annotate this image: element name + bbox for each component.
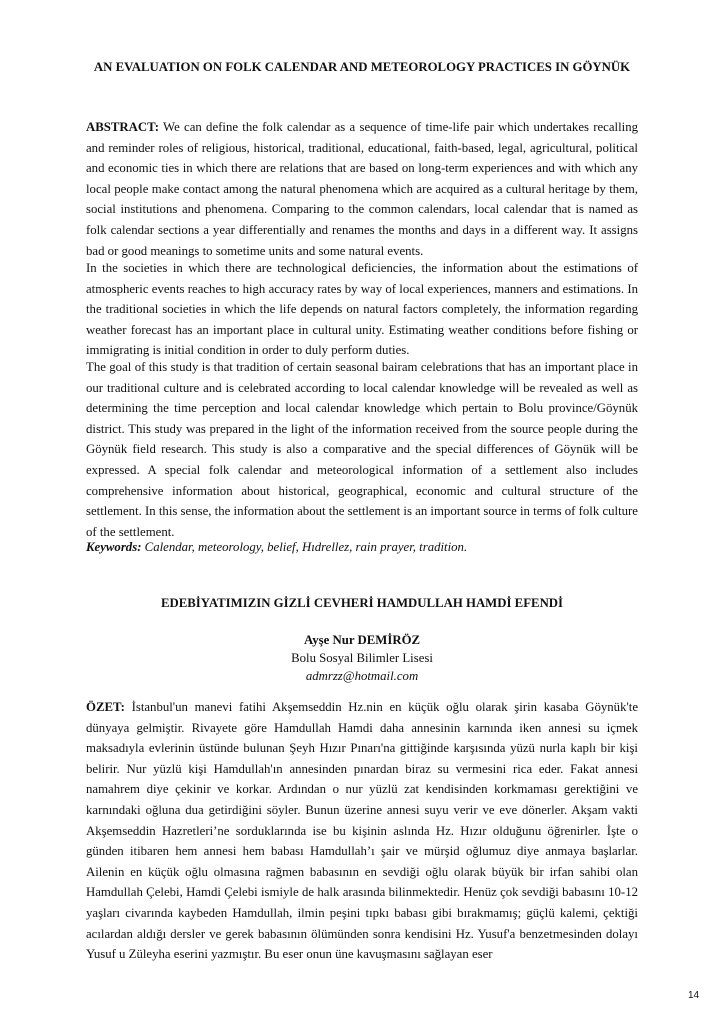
abstract-text-2: In the societies in which there are technological deficiencies, the information about the estimations of atmospheric events reaches to high accuracy rates by way of local experiences, manners and estimations. In the traditional societies in which the life depends on natural factors completely, the information regarding weather forecast has an important place in cultural unity. Estimating weather conditions before fishing or immigrating is initial condition in order to duly perform duties. (86, 261, 638, 358)
second-paper-title: EDEBİYATIMIZIN GİZLİ CEVHERİ HAMDULLAH HAMDİ EFENDİ (160, 596, 564, 610)
ozet-text: İstanbul'un manevi fatihi Akşemseddin Hz.nin en küçük oğlu olarak şirin kasaba Göynük'te dünyaya gelmiştir. Rivayete göre Hamdullah Hamdi daha annesinin karnında iken annesi su içmek maksadıyla evlerinin üstünde bulunan Şeyh Hızır Pınarı'na gittiğinde karşısında yüzü nurla kaplı bir kişi belirir. Nur yüzlü kişi Hamdullah'ın annesinden pınardan biraz su vermesini rica eder. Fakat annesi namahrem diye çekinir ve korkar. Ardından o nur yüzlü zat kendisinden korkmaması gerektiğini ve karnındaki oğluna dua getirdiğini söyler. Bunun üzerine annesi suyu verir ve eve dönerler. Akşam vakti Akşemseddin Hazretleri’ne sorduklarında ise bu kişinin aslında Hz. Hızır olduğunu öğrenirler. İşte o günden itibaren hem annesi hem babası Hamdullah’ı şair ve mürşid oğlumuz diye anmaya başlarlar. Ailenin en küçük oğlu olmasına rağmen babasının en sevdiği oğlu olarak büyük bir irfan sahibi olan Hamdullah Çelebi, Hamdi Çelebi ismiyle de halk arasında bilinmektedir. Henüz çok sevdiği babasını 10-12 yaşları civarında kaybeden Hamdullah, ilmin peşini tıpkı babası gibi bırakmamış; güçlü kalemi, çektiği acılardan aldığı dersler ve gerek babasının ölümünden sonra kendisini Hz. Yusuf'a benzetmesinden dolayı Yusuf u Züleyha eserini yazmıştır. Bu eser onun üne kavuşmasını sağlayan eser (86, 700, 639, 962)
author-email: admrzz@hotmail.com (305, 669, 419, 683)
keywords-label: Keywords: (86, 540, 142, 554)
ozet-label: ÖZET: (86, 700, 125, 714)
keywords-line (86, 537, 638, 557)
page-number: 14 (688, 990, 700, 1001)
paper-title: AN EVALUATION ON FOLK CALENDAR AND METEOROLOGY PRACTICES IN GÖYNÜK (93, 60, 631, 74)
abstract-text-1: We can define the folk calendar as a sequence of time-life pair which undertakes recalling and reminder roles of religious, historical, traditional, educational, faith-based, legal, agricultural, political and economic ties in which there are relations that are based on long-term experiences and with which any local people make contact among the natural phenomena which are acquired as a cultural heritage by them, social institutions and phenomena. Comparing to the common calendars, local calendar that is named as folk calendar sections a year differentially and renames the months and days in a different way. It assigns bad or good meanings to sometime units and some natural events. (86, 120, 638, 258)
author-name: Ayşe Nur DEMİRÖZ (303, 633, 421, 647)
author-block (86, 631, 638, 685)
keywords-text: Calendar, meteorology, belief, Hıdrellez, rain prayer, tradition. (144, 540, 468, 554)
abstract-label: ABSTRACT: (86, 120, 160, 134)
abstract-text-3: The goal of this study is that tradition of certain seasonal bairam celebrations that has an important place in our traditional culture and is celebrated according to local calendar knowledge will be revealed as well as determining the time perception and local calendar knowledge which pertain to Bolu province/Göynük district. This study was prepared in the light of the information received from the source people during the Göynük field research. This study is also a comparative and the special differences of Göynük will be expressed. A special folk calendar and meteorological information of a settlement also includes comprehensive information about historical, geographical, economic and cultural structure of the settlement. In this sense, the information about the settlement is an important source in terms of folk culture of the settlement. (86, 360, 638, 539)
author-affiliation: Bolu Sosyal Bilimler Lisesi (291, 651, 433, 665)
abstract-paragraph (86, 117, 638, 261)
ozet-paragraph (86, 697, 638, 965)
